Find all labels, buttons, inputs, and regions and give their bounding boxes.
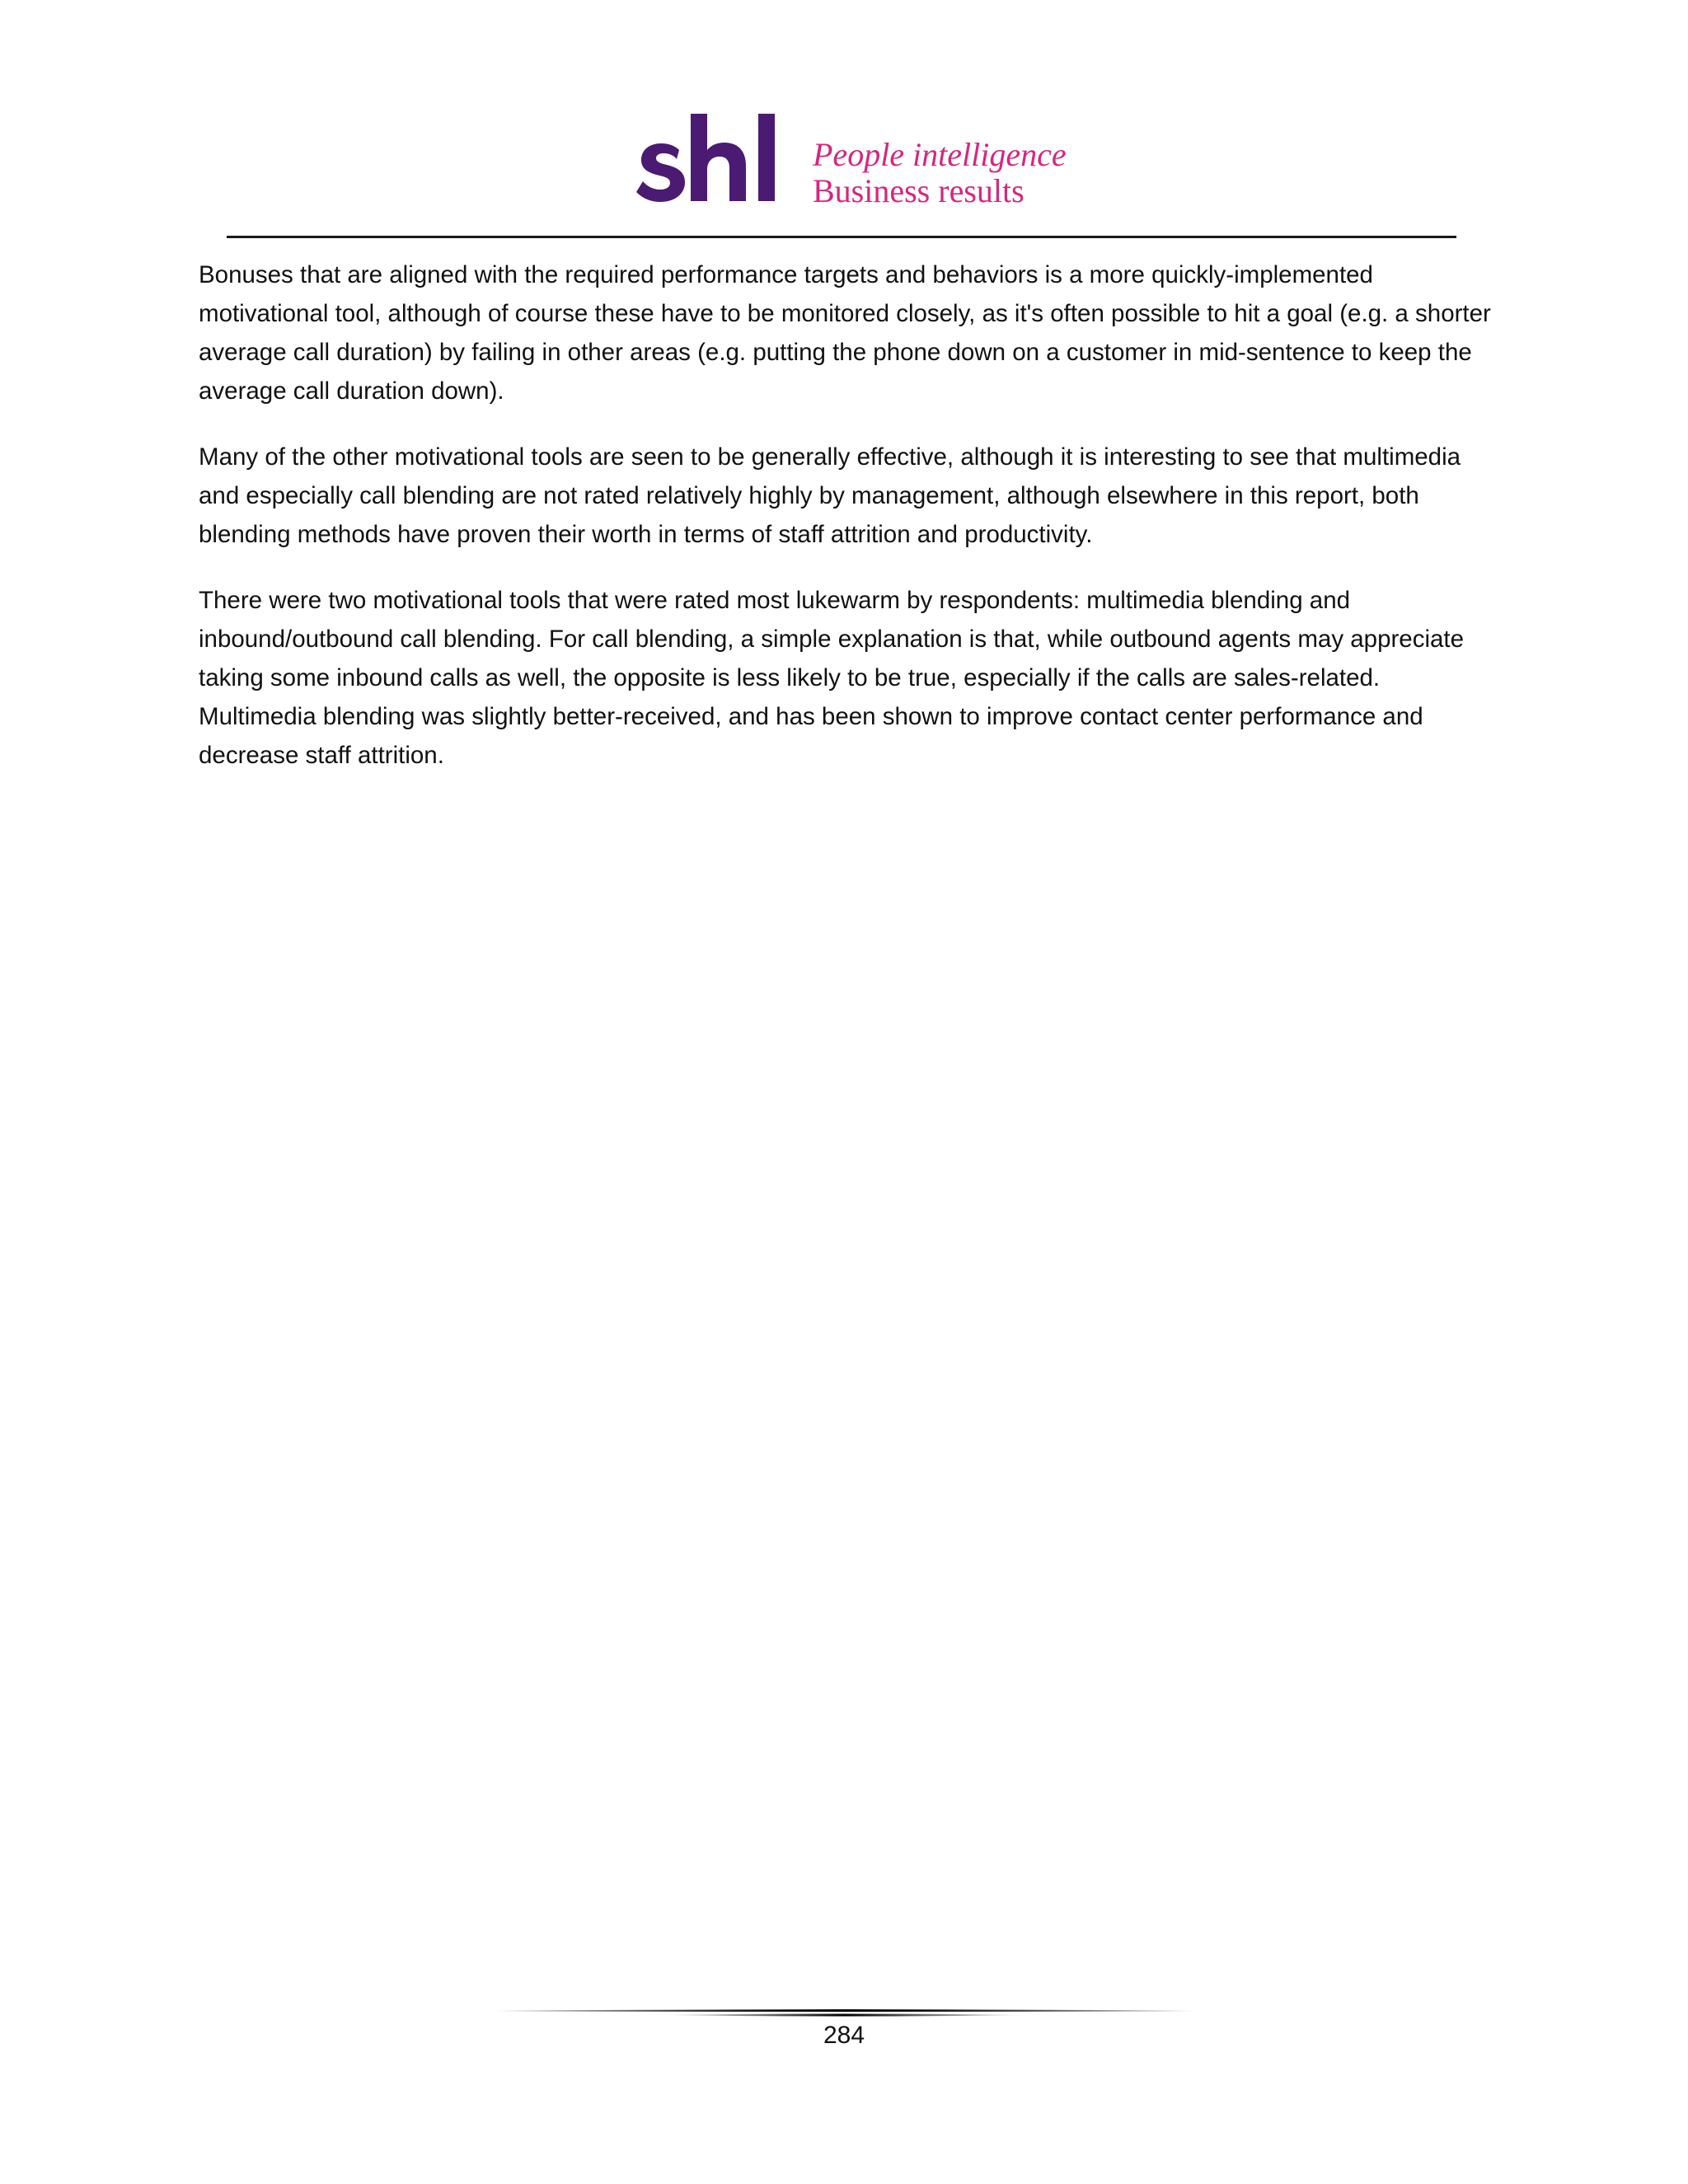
header-divider (227, 236, 1456, 238)
footer-divider (495, 2008, 1195, 2020)
logo-tagline (813, 137, 1067, 209)
shl-logo (636, 114, 1065, 218)
body-text (199, 255, 1493, 802)
tagline-line-1: People intelligence (813, 136, 1067, 173)
paragraph: There were two motivational tools that were rated most lukewarm by respondents: multimedia blending and inbound/outbound call blending. For call blending, a simple explanation is that, while outbound agents may appreciate taking some inbound calls as well, the opposite is less likely to be true, especially if the calls are sales-related. Multimedia blending was slightly better-received, and has been shown to improve contact center performance and decrease staff attrition. (199, 587, 1465, 769)
paragraph: Bonuses that are aligned with the required performance targets and behaviors is a more quickly-implemented motivational tool, although of course these have to be monitored closely, as it's often possible to hit a goal (e.g. a shorter average call duration) by failing in other areas (e.g. putting the phone down on a customer in mid-sentence to keep the average call duration down). (199, 261, 1491, 405)
paragraph: Many of the other motivational tools are seen to be generally effective, although it is interesting to see that multimedia and especially call blending are not rated relatively highly by management, although elsewhere in this report, both blending methods have proven their worth in terms of staff attrition and productivity. (199, 443, 1461, 548)
shl-logo-mark (636, 114, 798, 218)
tagline-line-2: Business results (813, 172, 1025, 209)
page-number: 284 (823, 2022, 865, 2049)
